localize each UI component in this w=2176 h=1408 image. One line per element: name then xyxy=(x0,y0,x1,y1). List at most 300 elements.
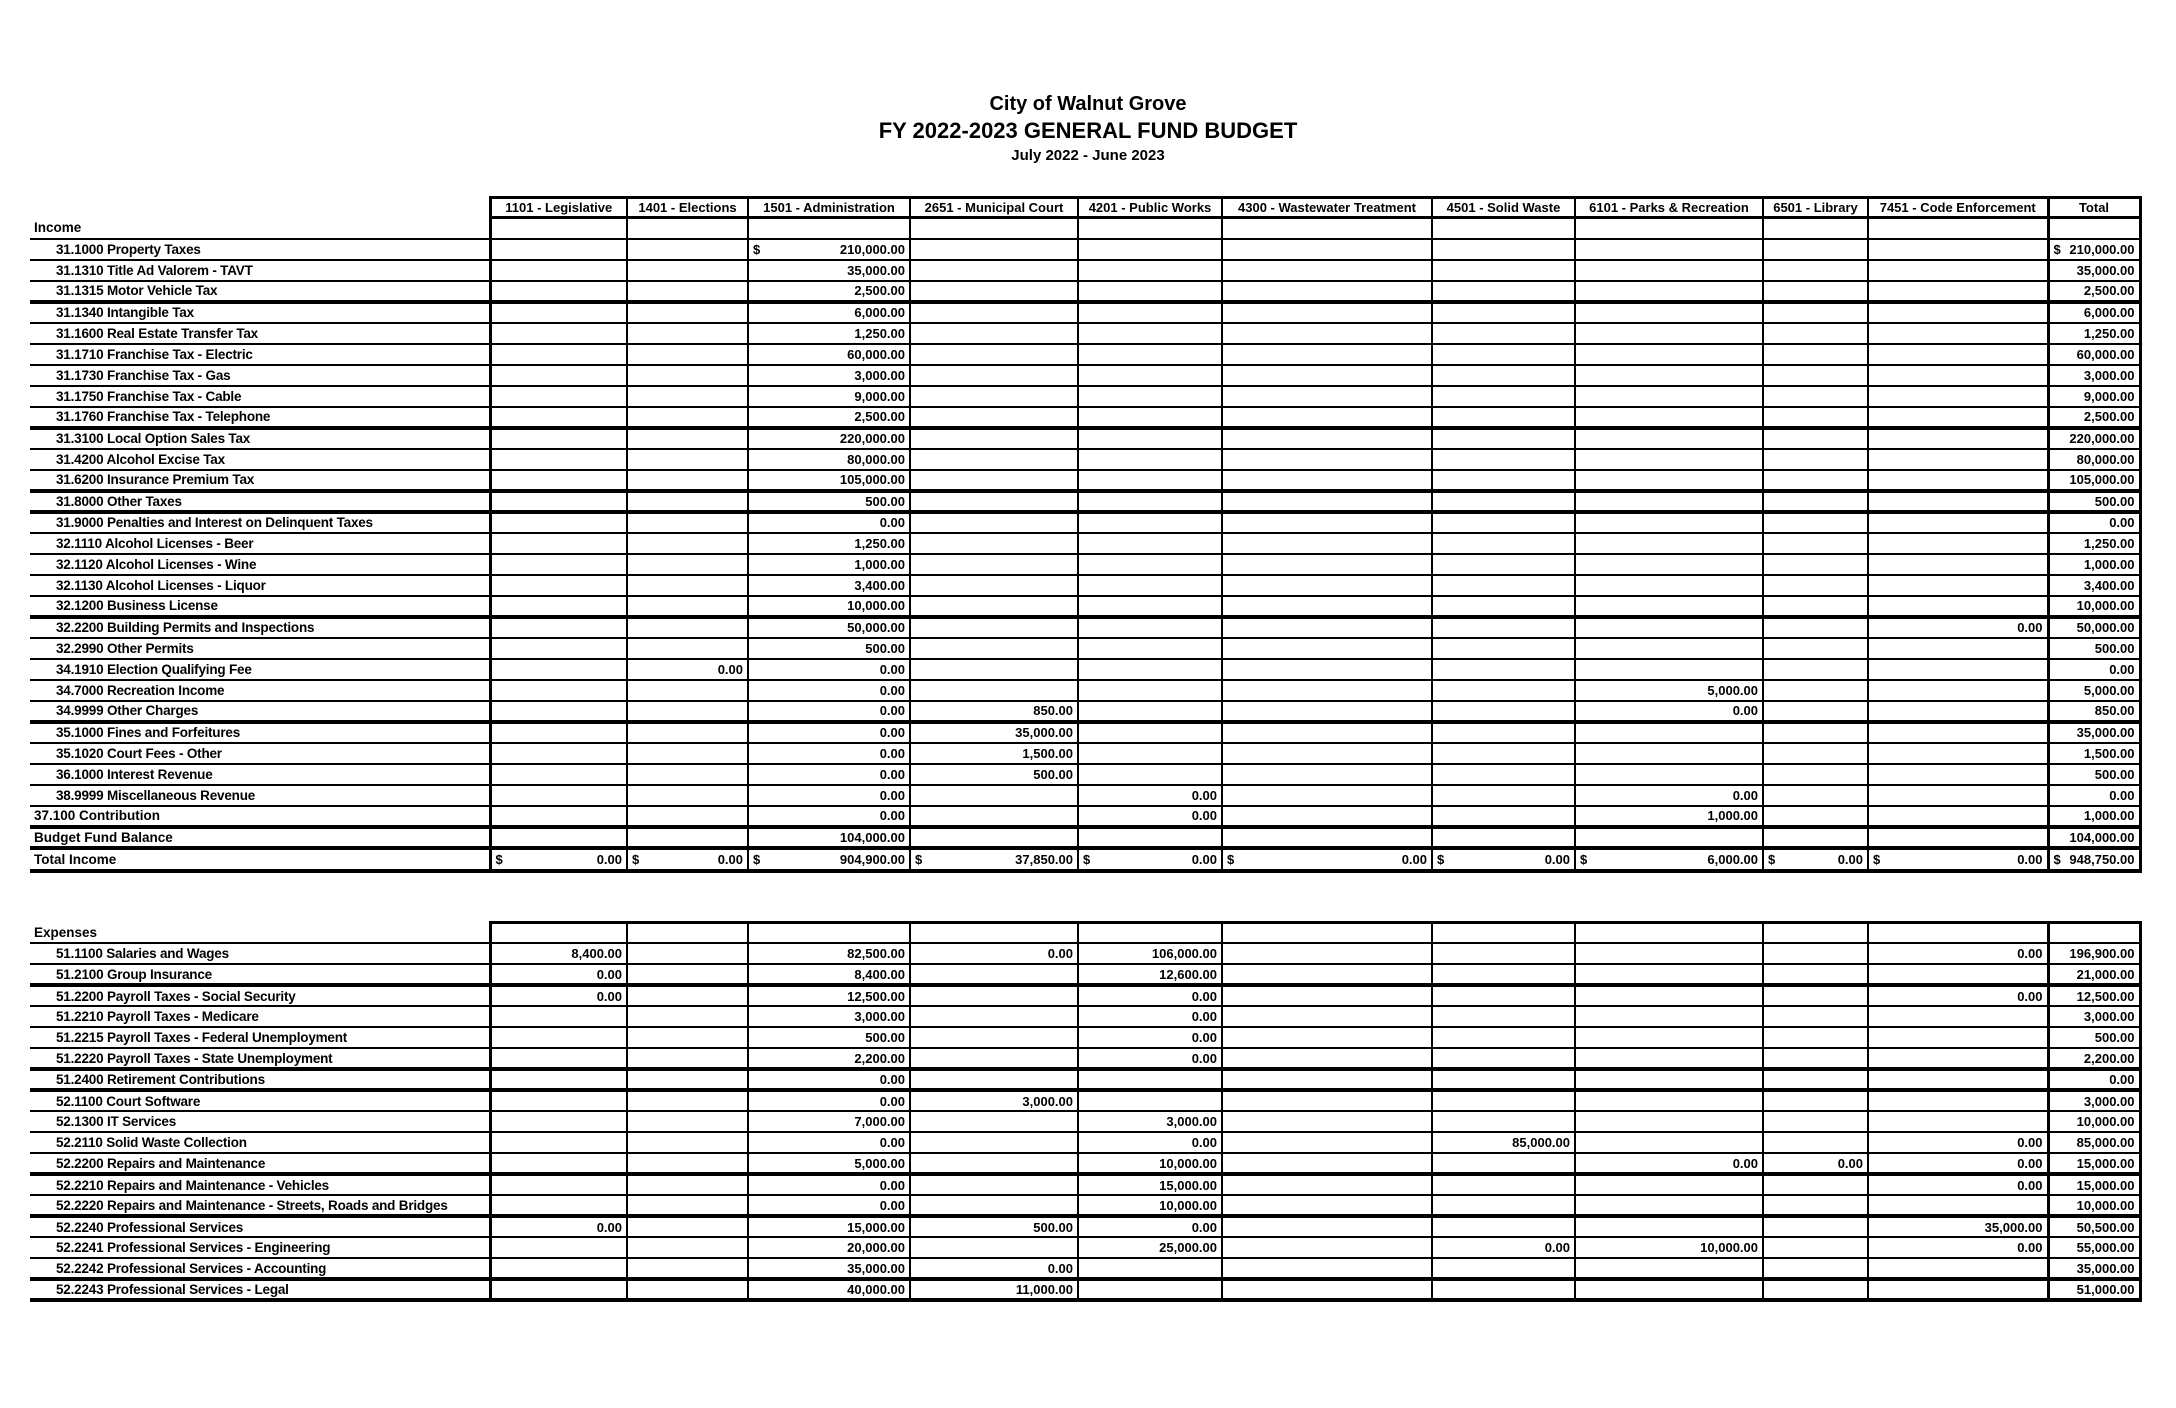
cell xyxy=(1575,1132,1763,1153)
cell xyxy=(1222,964,1432,985)
cell xyxy=(1868,785,2048,806)
cell xyxy=(627,302,748,323)
cell: 0.00 xyxy=(1078,1216,1222,1237)
cell xyxy=(1222,344,1432,365)
cell xyxy=(910,323,1078,344)
cell xyxy=(1078,554,1222,575)
cell xyxy=(1078,701,1222,722)
cell xyxy=(1575,1174,1763,1195)
cell xyxy=(1078,449,1222,470)
cell xyxy=(910,1069,1078,1090)
cell xyxy=(490,743,627,764)
cell: 0.00 xyxy=(1078,1132,1222,1153)
cell xyxy=(1763,323,1868,344)
cell: 0.00 xyxy=(748,680,910,701)
cell xyxy=(1432,596,1575,617)
cell xyxy=(910,449,1078,470)
cell xyxy=(1763,1132,1868,1153)
cell: $ 210,000.00 xyxy=(2048,239,2140,260)
cell xyxy=(490,1132,627,1153)
cell xyxy=(910,365,1078,386)
cell xyxy=(1575,659,1763,680)
cell xyxy=(1868,344,2048,365)
cell xyxy=(490,323,627,344)
cell xyxy=(1868,302,2048,323)
row-label: 31.1710 Franchise Tax - Electric xyxy=(30,344,490,365)
cell xyxy=(627,449,748,470)
cell: 0.00 xyxy=(1868,985,2048,1006)
cell xyxy=(627,827,748,848)
cell xyxy=(1575,323,1763,344)
cell xyxy=(627,1048,748,1069)
cell xyxy=(1078,428,1222,449)
cell xyxy=(627,1258,748,1279)
cell: 80,000.00 xyxy=(2048,449,2140,470)
cell xyxy=(1078,575,1222,596)
cell xyxy=(1868,596,2048,617)
cell: 0.00 xyxy=(748,764,910,785)
cell xyxy=(1432,964,1575,985)
cell xyxy=(1078,470,1222,491)
cell xyxy=(627,596,748,617)
cell xyxy=(1222,596,1432,617)
row-label: 31.1760 Franchise Tax - Telephone xyxy=(30,407,490,428)
cell xyxy=(1575,617,1763,638)
cell xyxy=(1575,743,1763,764)
cell: 10,000.00 xyxy=(1575,1237,1763,1258)
cell xyxy=(910,1111,1078,1132)
row-label: 32.1120 Alcohol Licenses - Wine xyxy=(30,554,490,575)
row-label: 34.7000 Recreation Income xyxy=(30,680,490,701)
cell xyxy=(1078,922,1222,943)
cell xyxy=(910,218,1078,239)
cell xyxy=(490,449,627,470)
cell xyxy=(1763,1237,1868,1258)
cell xyxy=(1763,764,1868,785)
cell xyxy=(1222,239,1432,260)
cell xyxy=(627,512,748,533)
section-label: Income xyxy=(30,218,490,239)
cell: 10,000.00 xyxy=(748,596,910,617)
cell: 0.00 xyxy=(748,1069,910,1090)
column-header: 2651 - Municipal Court xyxy=(910,198,1078,218)
cell: 12,600.00 xyxy=(1078,964,1222,985)
cell: 3,000.00 xyxy=(748,365,910,386)
cell xyxy=(627,1090,748,1111)
cell xyxy=(1575,1279,1763,1300)
cell xyxy=(1575,386,1763,407)
cell xyxy=(1222,365,1432,386)
cell xyxy=(1575,533,1763,554)
cell xyxy=(1868,239,2048,260)
cell: 500.00 xyxy=(2048,638,2140,659)
document-header xyxy=(0,92,2176,167)
section-label: Expenses xyxy=(30,922,490,943)
cell xyxy=(627,806,748,827)
cell xyxy=(1868,1048,2048,1069)
cell xyxy=(1432,1216,1575,1237)
cell xyxy=(1078,302,1222,323)
cell: 500.00 xyxy=(2048,1027,2140,1048)
cell xyxy=(1078,827,1222,848)
cell: 0.00 xyxy=(490,985,627,1006)
cell: 850.00 xyxy=(910,701,1078,722)
cell xyxy=(490,407,627,428)
cell xyxy=(1222,1069,1432,1090)
cell xyxy=(1763,470,1868,491)
cell: 2,200.00 xyxy=(748,1048,910,1069)
cell: 105,000.00 xyxy=(2048,470,2140,491)
cell: 2,200.00 xyxy=(2048,1048,2140,1069)
cell xyxy=(627,638,748,659)
cell xyxy=(1763,785,1868,806)
cell xyxy=(1763,260,1868,281)
cell xyxy=(1222,922,1432,943)
cell: 6,000.00 xyxy=(748,302,910,323)
cell xyxy=(1222,701,1432,722)
total-cell: $ 37,850.00 xyxy=(910,848,1078,871)
cell xyxy=(1432,1174,1575,1195)
cell xyxy=(1575,1111,1763,1132)
row-label: 51.2200 Payroll Taxes - Social Security xyxy=(30,985,490,1006)
cell: 11,000.00 xyxy=(910,1279,1078,1300)
row-label: 32.2990 Other Permits xyxy=(30,638,490,659)
cell xyxy=(627,1153,748,1174)
cell xyxy=(1868,386,2048,407)
cell xyxy=(1078,218,1222,239)
cell xyxy=(1868,659,2048,680)
cell: 0.00 xyxy=(490,964,627,985)
row-label: 31.1315 Motor Vehicle Tax xyxy=(30,281,490,302)
cell xyxy=(1222,554,1432,575)
cell: 104,000.00 xyxy=(2048,827,2140,848)
cell xyxy=(910,260,1078,281)
cell xyxy=(1432,323,1575,344)
cell xyxy=(1078,239,1222,260)
cell xyxy=(1763,1069,1868,1090)
cell xyxy=(627,407,748,428)
cell xyxy=(1222,1006,1432,1027)
cell xyxy=(910,1174,1078,1195)
cell xyxy=(1575,1048,1763,1069)
cell xyxy=(1222,1174,1432,1195)
cell xyxy=(1432,491,1575,512)
cell xyxy=(1868,638,2048,659)
cell xyxy=(1763,554,1868,575)
cell xyxy=(1432,1279,1575,1300)
cell xyxy=(1763,365,1868,386)
cell xyxy=(1763,659,1868,680)
cell xyxy=(627,533,748,554)
cell xyxy=(910,386,1078,407)
cell xyxy=(490,512,627,533)
row-label: 37.100 Contribution xyxy=(30,806,490,827)
cell xyxy=(1078,764,1222,785)
cell xyxy=(1868,281,2048,302)
cell xyxy=(1763,1195,1868,1216)
cell xyxy=(1222,743,1432,764)
cell xyxy=(490,386,627,407)
cell xyxy=(1222,575,1432,596)
row-label: 31.3100 Local Option Sales Tax xyxy=(30,428,490,449)
cell xyxy=(1432,743,1575,764)
cell xyxy=(627,470,748,491)
total-cell: $ 0.00 xyxy=(1432,848,1575,871)
cell xyxy=(910,470,1078,491)
cell xyxy=(1222,449,1432,470)
cell: 15,000.00 xyxy=(2048,1174,2140,1195)
cell: 0.00 xyxy=(1432,1237,1575,1258)
cell: 1,000.00 xyxy=(1575,806,1763,827)
cell xyxy=(1763,407,1868,428)
cell: 35,000.00 xyxy=(748,1258,910,1279)
cell: 3,000.00 xyxy=(748,1006,910,1027)
cell xyxy=(1222,1258,1432,1279)
cell: 0.00 xyxy=(748,743,910,764)
column-header: 1401 - Elections xyxy=(627,198,748,218)
row-label: 31.1730 Franchise Tax - Gas xyxy=(30,365,490,386)
cell xyxy=(1432,575,1575,596)
cell xyxy=(1432,638,1575,659)
cell xyxy=(910,1006,1078,1027)
cell xyxy=(1763,743,1868,764)
page-date-range: July 2022 - June 2023 xyxy=(1011,147,1165,164)
cell: 35,000.00 xyxy=(2048,1258,2140,1279)
cell xyxy=(1868,680,2048,701)
cell xyxy=(490,470,627,491)
cell: 0.00 xyxy=(490,1216,627,1237)
row-label: 31.9000 Penalties and Interest on Delinquent Taxes xyxy=(30,512,490,533)
cell xyxy=(490,365,627,386)
cell xyxy=(1222,281,1432,302)
cell xyxy=(627,365,748,386)
cell xyxy=(1432,281,1575,302)
cell: 1,250.00 xyxy=(748,323,910,344)
cell xyxy=(1868,922,2048,943)
cell xyxy=(627,1216,748,1237)
cell: 220,000.00 xyxy=(748,428,910,449)
cell xyxy=(1222,491,1432,512)
column-header: 1501 - Administration xyxy=(748,198,910,218)
cell xyxy=(627,785,748,806)
cell xyxy=(490,827,627,848)
row-label: 31.1600 Real Estate Transfer Tax xyxy=(30,323,490,344)
cell xyxy=(1575,943,1763,964)
cell: 0.00 xyxy=(1078,985,1222,1006)
cell xyxy=(910,1237,1078,1258)
cell xyxy=(1432,1195,1575,1216)
cell xyxy=(1575,554,1763,575)
cell: 0.00 xyxy=(748,722,910,743)
cell xyxy=(1575,827,1763,848)
cell xyxy=(1078,260,1222,281)
cell: 0.00 xyxy=(748,512,910,533)
cell xyxy=(1763,1111,1868,1132)
cell: 15,000.00 xyxy=(2048,1153,2140,1174)
cell xyxy=(1432,218,1575,239)
cell: 0.00 xyxy=(1868,1174,2048,1195)
cell xyxy=(1432,680,1575,701)
cell xyxy=(1575,575,1763,596)
cell xyxy=(1575,985,1763,1006)
cell: 0.00 xyxy=(748,1090,910,1111)
cell: 0.00 xyxy=(2048,659,2140,680)
cell xyxy=(627,323,748,344)
cell: 0.00 xyxy=(2048,512,2140,533)
cell: 10,000.00 xyxy=(2048,1111,2140,1132)
cell: 8,400.00 xyxy=(748,964,910,985)
cell xyxy=(627,1132,748,1153)
cell: 0.00 xyxy=(1575,701,1763,722)
cell: 60,000.00 xyxy=(2048,344,2140,365)
cell xyxy=(910,922,1078,943)
cell xyxy=(1078,743,1222,764)
cell xyxy=(1868,554,2048,575)
cell xyxy=(1432,365,1575,386)
cell xyxy=(1763,943,1868,964)
cell xyxy=(910,617,1078,638)
row-label: 52.2200 Repairs and Maintenance xyxy=(30,1153,490,1174)
cell xyxy=(1432,1006,1575,1027)
cell xyxy=(1763,985,1868,1006)
cell xyxy=(1868,722,2048,743)
cell xyxy=(1868,260,2048,281)
cell: 2,500.00 xyxy=(748,407,910,428)
cell: 0.00 xyxy=(910,1258,1078,1279)
cell xyxy=(490,1279,627,1300)
cell: 25,000.00 xyxy=(1078,1237,1222,1258)
row-label: 35.1000 Fines and Forfeitures xyxy=(30,722,490,743)
cell xyxy=(1763,617,1868,638)
cell: 12,500.00 xyxy=(2048,985,2140,1006)
cell xyxy=(1868,1258,2048,1279)
cell xyxy=(627,764,748,785)
cell xyxy=(1868,323,2048,344)
cell xyxy=(1763,827,1868,848)
row-label: 34.9999 Other Charges xyxy=(30,701,490,722)
cell xyxy=(490,1027,627,1048)
cell xyxy=(910,239,1078,260)
total-row-label: Total Income xyxy=(30,848,490,871)
cell: 500.00 xyxy=(748,491,910,512)
cell: 500.00 xyxy=(910,764,1078,785)
cell: 1,500.00 xyxy=(910,743,1078,764)
cell: 500.00 xyxy=(910,1216,1078,1237)
cell xyxy=(1868,512,2048,533)
row-label: 36.1000 Interest Revenue xyxy=(30,764,490,785)
cell: 8,400.00 xyxy=(490,943,627,964)
cell: $ 210,000.00 xyxy=(748,239,910,260)
cell xyxy=(1763,722,1868,743)
cell xyxy=(1575,302,1763,323)
cell xyxy=(1432,943,1575,964)
cell xyxy=(1432,470,1575,491)
cell: 0.00 xyxy=(1868,1153,2048,1174)
cell xyxy=(1222,985,1432,1006)
cell xyxy=(1868,1090,2048,1111)
cell xyxy=(910,659,1078,680)
cell xyxy=(910,491,1078,512)
cell xyxy=(627,1174,748,1195)
cell xyxy=(490,806,627,827)
cell xyxy=(910,985,1078,1006)
cell: 0.00 xyxy=(1868,617,2048,638)
cell xyxy=(1868,218,2048,239)
cell: 35,000.00 xyxy=(2048,722,2140,743)
cell: 9,000.00 xyxy=(2048,386,2140,407)
cell xyxy=(1432,449,1575,470)
column-header: 6101 - Parks & Recreation xyxy=(1575,198,1763,218)
cell xyxy=(490,575,627,596)
row-label: 38.9999 Miscellaneous Revenue xyxy=(30,785,490,806)
cell xyxy=(1078,344,1222,365)
cell xyxy=(1078,491,1222,512)
cell: 40,000.00 xyxy=(748,1279,910,1300)
cell: 196,900.00 xyxy=(2048,943,2140,964)
cell xyxy=(1222,428,1432,449)
cell xyxy=(1432,1111,1575,1132)
cell xyxy=(1432,785,1575,806)
cell xyxy=(1432,302,1575,323)
row-label: 32.2200 Building Permits and Inspections xyxy=(30,617,490,638)
cell: 3,000.00 xyxy=(1078,1111,1222,1132)
cell xyxy=(910,1153,1078,1174)
cell xyxy=(1868,365,2048,386)
cell: 1,000.00 xyxy=(748,554,910,575)
cell: 80,000.00 xyxy=(748,449,910,470)
cell xyxy=(1078,1258,1222,1279)
cell xyxy=(1575,428,1763,449)
column-header: 4501 - Solid Waste xyxy=(1432,198,1575,218)
cell xyxy=(1222,323,1432,344)
cell xyxy=(627,1195,748,1216)
cell xyxy=(1432,1048,1575,1069)
cell xyxy=(1222,260,1432,281)
cell xyxy=(490,1111,627,1132)
cell xyxy=(1763,281,1868,302)
cell: 3,400.00 xyxy=(748,575,910,596)
cell xyxy=(627,701,748,722)
cell xyxy=(1575,281,1763,302)
cell: 2,500.00 xyxy=(2048,407,2140,428)
cell xyxy=(1575,1027,1763,1048)
cell xyxy=(1763,428,1868,449)
row-label: 52.2240 Professional Services xyxy=(30,1216,490,1237)
row-label: 52.2210 Repairs and Maintenance - Vehicles xyxy=(30,1174,490,1195)
cell xyxy=(1222,722,1432,743)
cell xyxy=(1432,659,1575,680)
cell xyxy=(1222,617,1432,638)
cell xyxy=(1222,764,1432,785)
cell xyxy=(1763,302,1868,323)
cell xyxy=(1078,722,1222,743)
cell: 12,500.00 xyxy=(748,985,910,1006)
cell: 1,250.00 xyxy=(748,533,910,554)
cell xyxy=(910,344,1078,365)
cell xyxy=(910,680,1078,701)
cell xyxy=(1222,1048,1432,1069)
cell: 0.00 xyxy=(1078,785,1222,806)
cell xyxy=(1222,1132,1432,1153)
cell xyxy=(627,491,748,512)
page-title: City of Walnut Grove xyxy=(989,93,1187,115)
cell: 0.00 xyxy=(2048,785,2140,806)
cell xyxy=(1763,1027,1868,1048)
cell xyxy=(910,1048,1078,1069)
cell xyxy=(490,1006,627,1027)
cell xyxy=(1432,1090,1575,1111)
row-label: 31.1000 Property Taxes xyxy=(30,239,490,260)
